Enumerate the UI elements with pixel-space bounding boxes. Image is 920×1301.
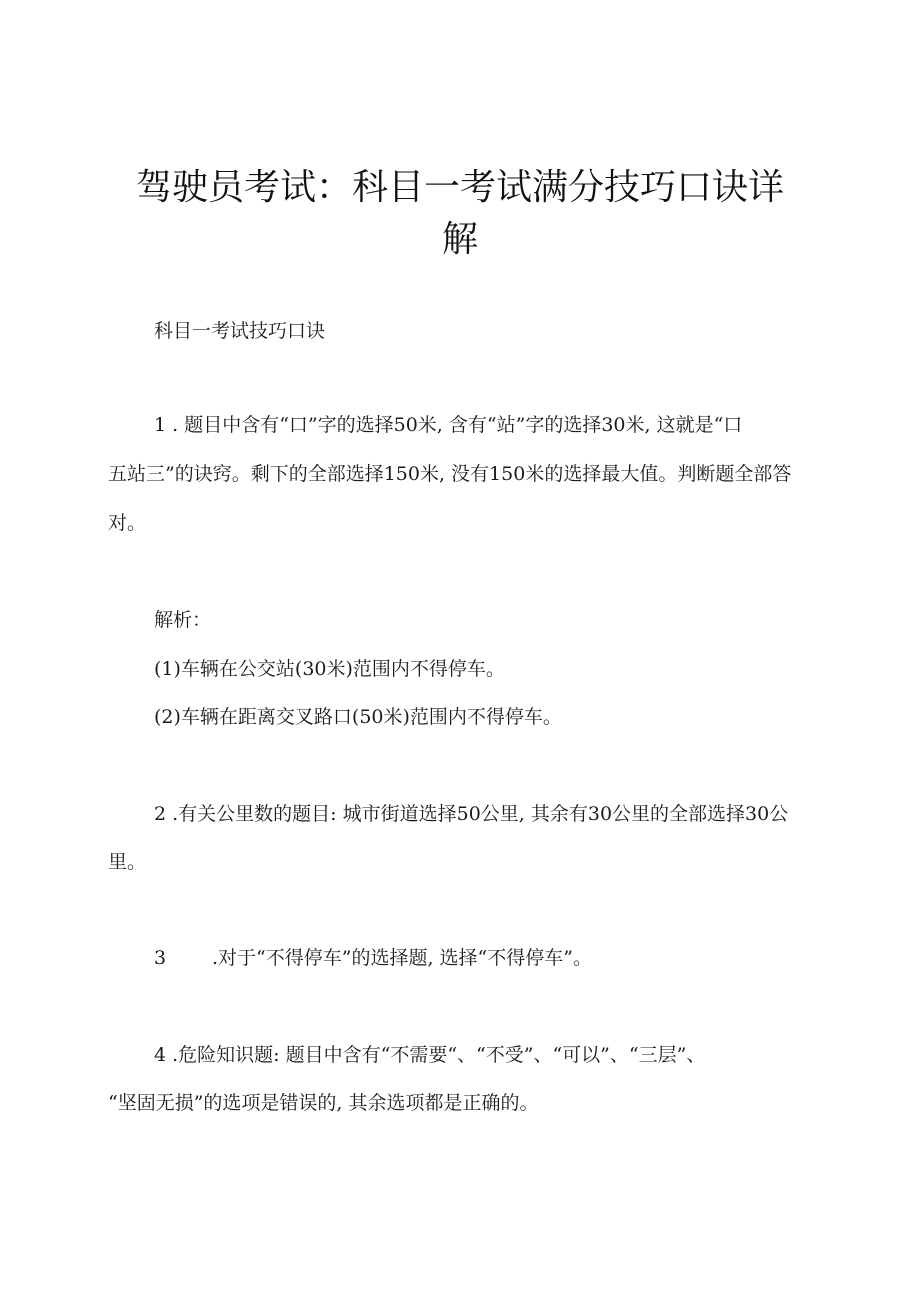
item4-line1: 4 .危险知识题: 题目中含有“不需要“、“不受”、“可以”、“三层”、 <box>154 1044 706 1066</box>
item2-line2: 里。 <box>108 851 147 873</box>
item4-line2: “坚固无损”的选项是错误的, 其余选项都是正确的。 <box>108 1092 539 1114</box>
analysis-label: 解析： <box>154 609 212 631</box>
analysis-point2: (2)车辆在距离交叉路口(50米)范围内不得停车。 <box>154 706 562 728</box>
item3-number: 3 <box>154 947 167 969</box>
item1-line3: 对。 <box>108 512 147 534</box>
analysis-point1: (1)车辆在公交站(30米)范围内不得停车。 <box>154 658 505 680</box>
section-heading: 科目一考试技巧口诀 <box>154 320 326 342</box>
document-title-line2: 解 <box>441 219 478 260</box>
item1-line2: 五站三”的诀窍。剩下的全部选择150米, 没有150米的选择最大值。判断题全部答 <box>108 463 792 485</box>
item1-line1: 1 . 题目中含有“口”字的选择50米, 含有“站”字的选择30米, 这就是“口 <box>154 414 743 436</box>
item3-text: .对于“不得停车”的选择题, 选择“不得停车”。 <box>212 947 592 969</box>
item2-line1: 2 .有关公里数的题目: 城市街道选择50公里, 其余有30公里的全部选择30公 <box>154 803 789 825</box>
document-title-line1: 驾驶员考试：科目一考试满分技巧口诀详 <box>135 167 784 208</box>
